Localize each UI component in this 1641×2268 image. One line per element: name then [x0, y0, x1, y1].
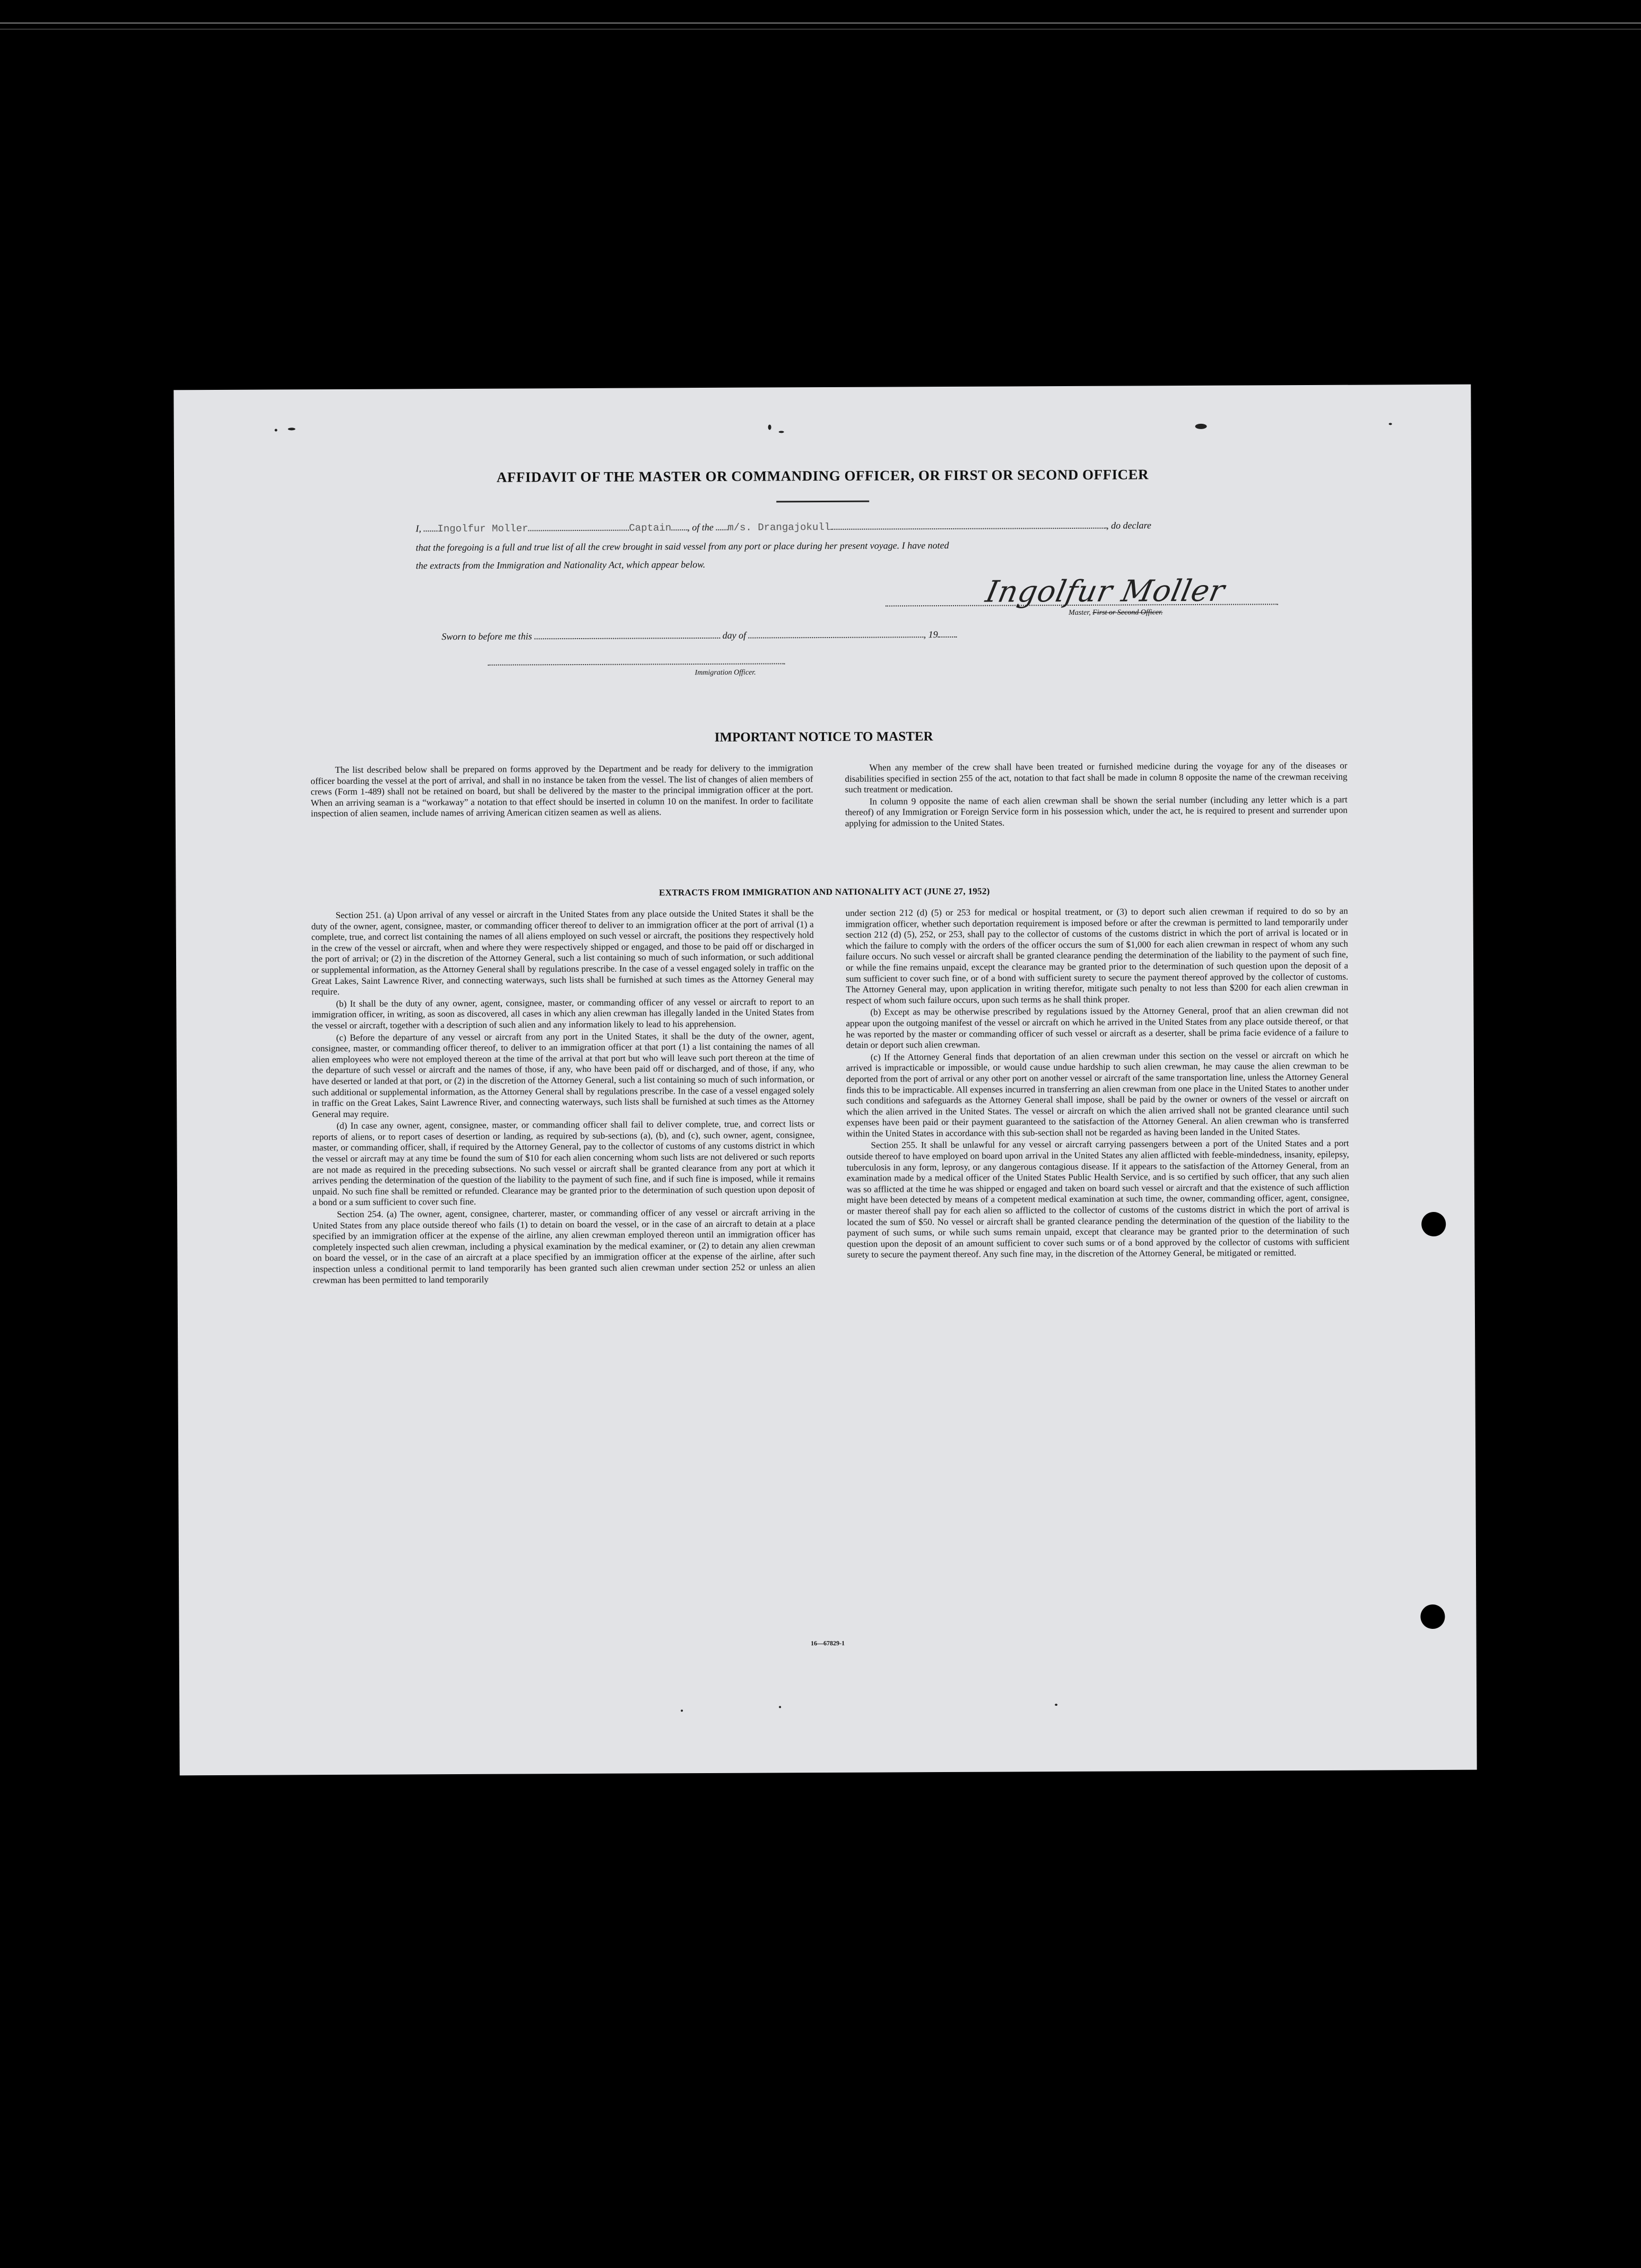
- blank-dots: [534, 629, 720, 640]
- declaration-suffix: , do declare: [1106, 520, 1152, 531]
- caption-master: Master,: [1069, 608, 1091, 617]
- punch-hole: [1420, 1604, 1445, 1629]
- extract-paragraph: (c) If the Attorney General finds that deportation of an alien crewman under this section on the vessel or aircraft on which he arrived is impracticable or impossible, or would cause undue hardship to such alien crewman, he may cause the alien crewman to be deported from the port of arrival or any other port on another vessel or aircraft of the same transportation line, unless the Attorney General finds this to be impracticable. All expenses incurred in transferring an alien crewman from one place in the United States to another under such conditions and safeguards as the Attorney General shall impose, shall be paid by the owner or owners of the vessel or aircraft on which the alien arrived in the United States. The vessel or aircraft on which the alien arrived shall not be granted clearance until such expenses have been paid or their payment guaranteed to the satisfaction of the Attorney General. An alien crewman who is transferred within the United States in accordance with this sub-section shall not be regarded as having been landed in the United States.: [846, 1050, 1349, 1139]
- master-signature: Ingolfur Moller: [983, 573, 1228, 609]
- notice-title: IMPORTANT NOTICE TO MASTER: [714, 729, 933, 745]
- extract-paragraph: Section 254. (a) The owner, agent, consignee, charterer, master, or commanding officer of any vessel or aircraft arriving in the United States from any place outside thereof who fails (1) to detain on board the vessel, or in the case of an aircraft to detain at a place specified by an immigration officer at the expense of the airline, any alien crewman employed thereon until an immigration officer has completely inspected such alien crewman, including a physical examination by the medical examiner, or (2) to detain any alien crewman on board the vessel, or in the case of an aircraft at a place specified by an immigration officer at the expense of the airline, after such inspection unless a conditional permit to land temporarily has been granted such alien crewman under section 252 or unless an alien crewman has been permitted to land temporarily: [312, 1207, 815, 1285]
- sworn-day-of: day of: [722, 630, 746, 641]
- scan-speck: [1389, 423, 1392, 425]
- affidavit-heading: AFFIDAVIT OF THE MASTER OR COMMANDING OFFICER, OR FIRST OR SECOND OFFICER: [496, 466, 1149, 485]
- extract-paragraph: under section 212 (d) (5) or 253 for medical or hospital treatment, or (3) to deport such alien crewman if required to do so by an immigration officer, whether such deportation requirement is imposed before or after the crewman is permitted to land temporarily under section 212 (d) (5), 252, or 253, shall pay to the collector of customs of the customs district in which the port of arrival is located or in which the failure to comply with the orders of the officer occurs the sum of $1,000 for each alien crewman in respect of whom any such failure occurs. No such vessel or aircraft shall be granted clearance pending the determination of the liability to the payment of such fine, or while the fine remains unpaid, except the clearance may be granted prior to the determination of such question upon the deposit of a sum sufficient to cover such fine, or of a bond with sufficient surety to secure the payment thereof approved by the collector of customs. The Attorney General may, upon application in writing therefor, mitigate such penalty to not less than $200 for each alien crewman in respect of whom such failure occurs, upon such terms as he shall think proper.: [845, 905, 1349, 1006]
- scan-speck: [1195, 424, 1207, 429]
- blank-dots: [423, 522, 437, 531]
- declaration-line-2: that the foregoing is a full and true list of all the crew brought in said vessel from any port or place during her present voyage. I have noted: [415, 539, 949, 553]
- scan-speck: [288, 428, 296, 430]
- notice-paragraph: In column 9 opposite the name of each alien crewman shall be shown the serial number (including any letter which is a part thereof) of any Immigration or Foreign Service form in his possession which, under the act, he is required to present and surrender upon applying for admission to the United States.: [845, 794, 1348, 828]
- extracts-right-column: [846, 906, 1350, 1261]
- vessel-name: m/s. Drangajokull: [727, 521, 831, 534]
- punch-hole: [1421, 1212, 1446, 1236]
- declaration-line-3: the extracts from the Immigration and Nationality Act, which appear below.: [415, 559, 706, 571]
- extract-paragraph: Section 255. It shall be unlawful for any vessel or aircraft carrying passengers between a port of the United States and a port outside thereof to have employed on board upon arrival in the United States any alien afflicted with feeble-mindedness, insanity, epilepsy, tuberculosis in any form, leprosy, or any dangerous contagious disease. If it appears to the satisfaction of the Attorney General, from an examination made by a medical officer of the United States Public Health Service, and is so certified by such officer, that any such alien was so afflicted at the time he was shipped or engaged and taken on board such vessel or aircraft and that the existence of such affliction might have been detected by means of a competent medical examination at such time, the owner, commanding officer, agent, consignee, or master thereof shall pay for each alien so afflicted to the collector of customs of the customs district in which the port of arrival is located the sum of $50. No vessel or aircraft shall be granted clearance pending the determination of the question of the liability to the payment of such sums, or while such sums remain unpaid, except that clearance may be granted prior to the determination of such question upon the deposit of an amount sufficient to cover such sums or of a bond approved by the collector of customs with sufficient surety to secure the payment thereof. Any such fine may, in the discretion of the Attorney General, be mitigated or remitted.: [846, 1138, 1350, 1260]
- sworn-line: [441, 628, 957, 642]
- immigration-officer-line: [488, 663, 785, 665]
- declaration-prefix: I,: [415, 523, 421, 534]
- extract-paragraph: (b) It shall be the duty of any owner, agent, consignee, master, or commanding officer of any vessel or aircraft to report to an immigration officer, in writing, as soon as discovered, all cases in which any alien crewman has illegally landed in the United States from the vessel or aircraft, together with a description of such alien and any information likely to lead to his apprehension.: [311, 996, 814, 1031]
- notice-right-column: [845, 761, 1348, 830]
- notice-left-column: [310, 763, 813, 819]
- blank-dots: [938, 628, 957, 638]
- scan-edge-line: [0, 22, 1641, 24]
- master-name: Ingolfur Moller: [437, 522, 528, 535]
- extracts-title: EXTRACTS FROM IMMIGRATION AND NATIONALITY ACT (JUNE 27, 1952): [659, 886, 990, 898]
- heading-rule: [776, 501, 869, 503]
- notice-paragraph: When any member of the crew shall have been treated or furnished medicine during the voyage for any of the diseases or disabilities specified in section 255 of the act, notation to that fact shall be made in column 8 opposite the name of the crewman receiving such treatment or medication.: [845, 760, 1348, 795]
- extract-paragraph: (b) Except as may be otherwise prescribed by regulations issued by the Attorney General, proof that an alien crewman did not appear upon the outgoing manifest of the vessel or aircraft on which he arrived in the United States from any place outside thereof, or that he was reported by the master or commanding officer of such vessel or aircraft as a deserter, shall be prima facie evidence of a failure to detain or deport such alien crewman.: [846, 1005, 1349, 1050]
- extract-paragraph: (d) In case any owner, agent, consignee, master, or commanding officer shall fail to deliver complete, true, and correct lists or reports of aliens, or to report cases of desertion or landing, as required by sub-sections (a), (b), and (c), such owner, agent, consignee, master, or commanding officer, shall, if required by the Attorney General, pay to the collector of customs of any customs district in which the vessel or aircraft may at any time be found the sum of $10 for each alien concerning whom such lists are not delivered or such reports are not made as required in the preceding subsections. No such vessel or aircraft shall be granted clearance from any port at which it arrives pending the determination of the question of the liability to the payment of such fine, and if such fine is imposed, while it remains unpaid. No such fine shall be remitted or refunded. Clearance may be granted prior to the determination of such question upon deposit of a bond or a sum sufficient to cover such fine.: [312, 1119, 815, 1208]
- extract-paragraph: Section 251. (a) Upon arrival of any vessel or aircraft in the United States from any place outside the United States it shall be the duty of the owner, agent, consignee, master, or commanding officer thereof to deliver to an immigration officer at the port of arrival (1) a complete, true, and correct list containing the names of all aliens employed on such vessel or aircraft, the positions they respectively hold in the crew of the vessel or aircraft, when and where they were respectively shipped or engaged, and those to be paid off or discharged in the port of arrival; or (2) in the discretion of the Attorney General, such a list containing so much of such information, or such additional or supplemental information, as the Attorney General shall by regulations prescribe. In the case of a vessel engaged solely in traffic on the Great Lakes, Saint Lawrence River, and connecting waterways, such lists shall be furnished at such times as the Attorney General may require.: [311, 908, 814, 997]
- extracts-left-column: [311, 908, 815, 1286]
- scan-speck: [768, 424, 771, 430]
- blank-dots: [671, 521, 687, 530]
- scan-speck: [779, 431, 784, 433]
- scan-speck: [275, 429, 277, 431]
- notice-paragraph: The list described below shall be prepared on forms approved by the Department and be ready for delivery to the immigration officer boarding the vessel at the port of arrival, and shall in no instance be taken from the vessel. The list of changes of alien members of crews (Form 1-489) shall not be retained on board, but shall be delivered by the master to the principal immigration officer at the port. When an arriving seaman is a “workaway” a notation to that effect should be inserted in column 10 on the manifest. In order to facilitate inspection of alien seamen, include names of arriving American citizen seamen as well as aliens.: [310, 763, 813, 819]
- form-number: 16—67829-1: [811, 1639, 845, 1647]
- scan-speck: [681, 1709, 683, 1712]
- caption-struck-officer: First or Second Officer.: [1092, 608, 1163, 617]
- of-the-text: , of the: [687, 521, 714, 533]
- blank-dots: [716, 521, 727, 530]
- blank-dots: [528, 521, 629, 531]
- blank-dots: [749, 628, 924, 638]
- scan-speck: [779, 1706, 781, 1708]
- affidavit-page: [173, 385, 1477, 1776]
- signature-caption: [1069, 608, 1162, 617]
- sworn-prefix: Sworn to before me this: [441, 631, 532, 642]
- sworn-year: , 19: [923, 629, 938, 640]
- extract-paragraph: (c) Before the departure of any vessel or aircraft from any port in the United States, it shall be the duty of the owner, agent, consignee, master, or commanding officer thereof, to deliver to an immigration officer at that port (1) a list containing the names of all alien employees who were not employed thereon at the time of the arrival at that port but who will leave such port thereon at the time of the departure of such vessel or aircraft and the names of those, if any, who have been paid off or discharged, and of those, if any, who have deserted or landed at that port, or (2) in the discretion of the Attorney General, such a list containing so much of such information, or such additional or supplemental information, as the Attorney General shall by regulations prescribe. In the case of a vessel engaged solely in traffic on the Great Lakes, Saint Lawrence River, and connecting waterways, such lists shall be furnished at such times as the Attorney General may require.: [311, 1030, 815, 1119]
- scan-speck: [1055, 1704, 1057, 1706]
- scan-edge-line: [0, 29, 1641, 30]
- master-rank: Captain: [629, 522, 672, 534]
- blank-dots: [830, 519, 1106, 530]
- immigration-officer-caption: Immigration Officer.: [694, 668, 756, 677]
